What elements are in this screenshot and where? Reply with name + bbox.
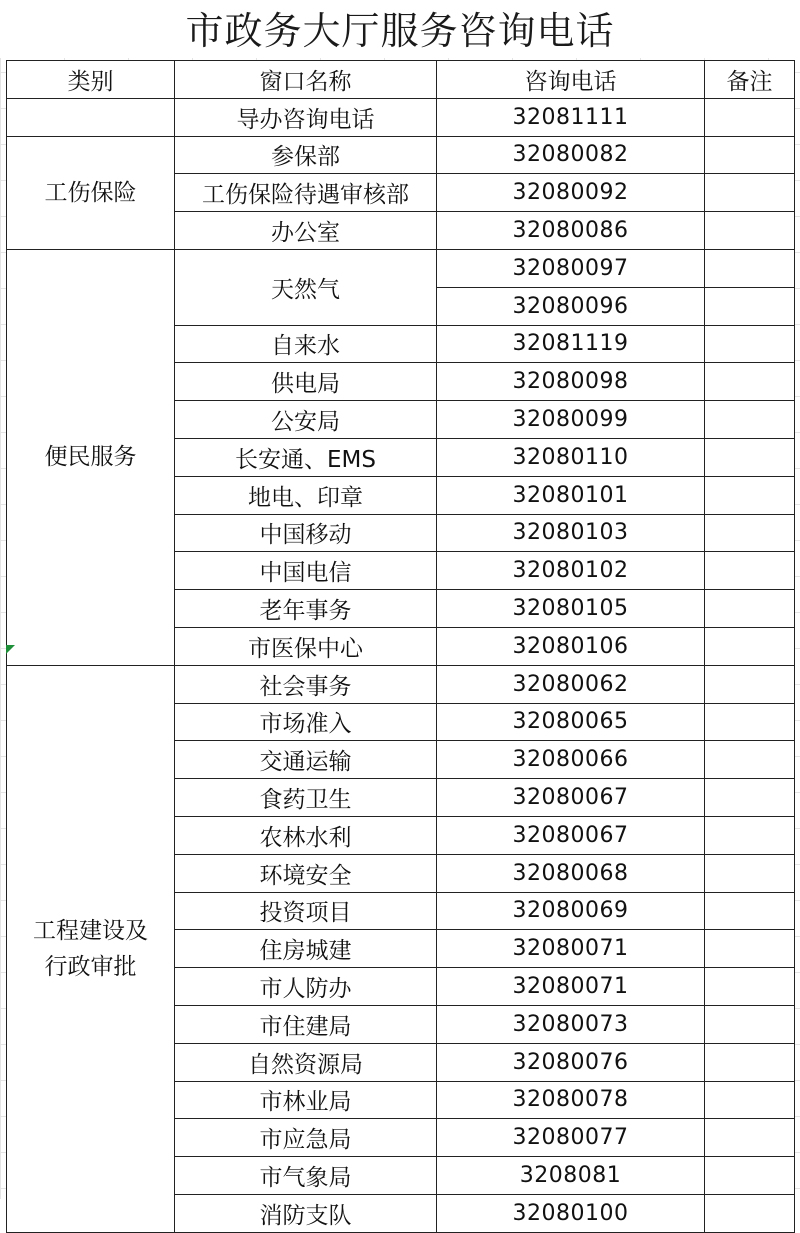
note-cell[interactable] bbox=[705, 401, 795, 439]
note-cell[interactable] bbox=[705, 665, 795, 703]
phone-cell[interactable]: 32080082 bbox=[437, 136, 705, 174]
phone-cell[interactable]: 32080099 bbox=[437, 401, 705, 439]
note-cell[interactable] bbox=[705, 363, 795, 401]
window-name-cell[interactable]: 投资项目 bbox=[175, 892, 437, 930]
note-cell[interactable] bbox=[705, 590, 795, 628]
phone-cell[interactable]: 3208081 bbox=[437, 1157, 705, 1195]
note-cell[interactable] bbox=[705, 968, 795, 1006]
window-name-cell[interactable]: 农林水利 bbox=[175, 816, 437, 854]
window-name-cell[interactable]: 市林业局 bbox=[175, 1081, 437, 1119]
phone-cell[interactable]: 32080078 bbox=[437, 1081, 705, 1119]
table-row bbox=[7, 98, 795, 136]
note-cell[interactable] bbox=[705, 287, 795, 325]
note-cell[interactable] bbox=[705, 438, 795, 476]
note-cell[interactable] bbox=[705, 816, 795, 854]
phone-cell[interactable]: 32081111 bbox=[437, 98, 705, 136]
phone-cell[interactable]: 32080071 bbox=[437, 930, 705, 968]
note-cell[interactable] bbox=[705, 854, 795, 892]
note-cell[interactable] bbox=[705, 476, 795, 514]
header-note[interactable]: 备注 bbox=[705, 61, 795, 99]
note-cell[interactable] bbox=[705, 892, 795, 930]
phone-cell[interactable]: 32080071 bbox=[437, 968, 705, 1006]
phone-cell[interactable]: 32080110 bbox=[437, 438, 705, 476]
note-cell[interactable] bbox=[705, 627, 795, 665]
phone-cell[interactable]: 32080076 bbox=[437, 1043, 705, 1081]
page-title: 市政务大厅服务咨询电话 bbox=[0, 0, 800, 58]
note-cell[interactable] bbox=[705, 741, 795, 779]
header-phone[interactable]: 咨询电话 bbox=[437, 61, 705, 99]
phone-cell[interactable]: 32080096 bbox=[437, 287, 705, 325]
window-name-cell[interactable]: 地电、印章 bbox=[175, 476, 437, 514]
phone-cell[interactable]: 32080097 bbox=[437, 249, 705, 287]
note-cell[interactable] bbox=[705, 1081, 795, 1119]
note-cell[interactable] bbox=[705, 1157, 795, 1195]
phone-cell[interactable]: 32080065 bbox=[437, 703, 705, 741]
phone-cell[interactable]: 32080105 bbox=[437, 590, 705, 628]
phone-cell[interactable]: 32080103 bbox=[437, 514, 705, 552]
phone-cell[interactable]: 32080067 bbox=[437, 816, 705, 854]
window-name-cell[interactable]: 中国电信 bbox=[175, 552, 437, 590]
window-name-cell[interactable]: 市气象局 bbox=[175, 1157, 437, 1195]
phone-cell[interactable]: 32080068 bbox=[437, 854, 705, 892]
window-name-cell[interactable]: 市医保中心 bbox=[175, 627, 437, 665]
window-name-cell[interactable]: 交通运输 bbox=[175, 741, 437, 779]
phone-cell[interactable]: 32080073 bbox=[437, 1005, 705, 1043]
phone-cell[interactable]: 32081119 bbox=[437, 325, 705, 363]
phone-cell[interactable]: 32080106 bbox=[437, 627, 705, 665]
phone-cell[interactable]: 32080077 bbox=[437, 1119, 705, 1157]
note-cell[interactable] bbox=[705, 174, 795, 212]
table-row bbox=[7, 665, 795, 703]
category-cell[interactable] bbox=[7, 98, 175, 136]
window-name-cell[interactable]: 供电局 bbox=[175, 363, 437, 401]
phone-cell[interactable]: 32080062 bbox=[437, 665, 705, 703]
phone-cell[interactable]: 32080100 bbox=[437, 1194, 705, 1232]
window-name-cell[interactable]: 市人防办 bbox=[175, 968, 437, 1006]
phone-cell[interactable]: 32080102 bbox=[437, 552, 705, 590]
note-cell[interactable] bbox=[705, 1119, 795, 1157]
window-name-cell[interactable]: 参保部 bbox=[175, 136, 437, 174]
window-name-cell[interactable]: 中国移动 bbox=[175, 514, 437, 552]
window-name-cell[interactable]: 市应急局 bbox=[175, 1119, 437, 1157]
table-header-row bbox=[7, 61, 795, 99]
window-name-cell[interactable]: 住房城建 bbox=[175, 930, 437, 968]
window-name-cell[interactable]: 环境安全 bbox=[175, 854, 437, 892]
window-name-cell[interactable]: 消防支队 bbox=[175, 1194, 437, 1232]
phone-cell[interactable]: 32080098 bbox=[437, 363, 705, 401]
note-cell[interactable] bbox=[705, 703, 795, 741]
header-window-name[interactable]: 窗口名称 bbox=[175, 61, 437, 99]
window-name-cell[interactable]: 办公室 bbox=[175, 212, 437, 250]
phone-cell[interactable]: 32080067 bbox=[437, 779, 705, 817]
window-name-cell[interactable]: 公安局 bbox=[175, 401, 437, 439]
note-cell[interactable] bbox=[705, 779, 795, 817]
note-cell[interactable] bbox=[705, 212, 795, 250]
window-name-cell[interactable]: 市场准入 bbox=[175, 703, 437, 741]
note-cell[interactable] bbox=[705, 1194, 795, 1232]
category-cell[interactable]: 工伤保险 bbox=[7, 136, 175, 249]
window-name-cell[interactable]: 导办咨询电话 bbox=[175, 98, 437, 136]
note-cell[interactable] bbox=[705, 514, 795, 552]
phone-cell[interactable]: 32080066 bbox=[437, 741, 705, 779]
note-cell[interactable] bbox=[705, 136, 795, 174]
note-cell[interactable] bbox=[705, 1005, 795, 1043]
window-name-cell[interactable]: 市住建局 bbox=[175, 1005, 437, 1043]
window-name-cell[interactable]: 自然资源局 bbox=[175, 1043, 437, 1081]
window-name-cell[interactable]: 老年事务 bbox=[175, 590, 437, 628]
window-name-cell[interactable]: 工伤保险待遇审核部 bbox=[175, 174, 437, 212]
phone-cell[interactable]: 32080101 bbox=[437, 476, 705, 514]
table-row bbox=[7, 136, 795, 174]
window-name-cell[interactable]: 社会事务 bbox=[175, 665, 437, 703]
table-row bbox=[7, 249, 795, 287]
note-cell[interactable] bbox=[705, 98, 795, 136]
window-name-cell[interactable]: 食药卫生 bbox=[175, 779, 437, 817]
cell-comment-indicator bbox=[6, 645, 15, 654]
note-cell[interactable] bbox=[705, 930, 795, 968]
category-cell[interactable]: 工程建设及 行政审批 bbox=[7, 665, 175, 1232]
header-category[interactable]: 类别 bbox=[7, 61, 175, 99]
window-name-cell[interactable]: 自来水 bbox=[175, 325, 437, 363]
window-name-cell[interactable]: 天然气 bbox=[175, 249, 437, 325]
window-name-cell[interactable]: 长安通、EMS bbox=[175, 438, 437, 476]
phone-cell[interactable]: 32080086 bbox=[437, 212, 705, 250]
phone-cell[interactable]: 32080069 bbox=[437, 892, 705, 930]
note-cell[interactable] bbox=[705, 325, 795, 363]
phone-directory-table bbox=[6, 60, 795, 1233]
category-cell[interactable]: 便民服务 bbox=[7, 249, 175, 665]
note-cell[interactable] bbox=[705, 552, 795, 590]
note-cell[interactable] bbox=[705, 249, 795, 287]
note-cell[interactable] bbox=[705, 1043, 795, 1081]
phone-cell[interactable]: 32080092 bbox=[437, 174, 705, 212]
